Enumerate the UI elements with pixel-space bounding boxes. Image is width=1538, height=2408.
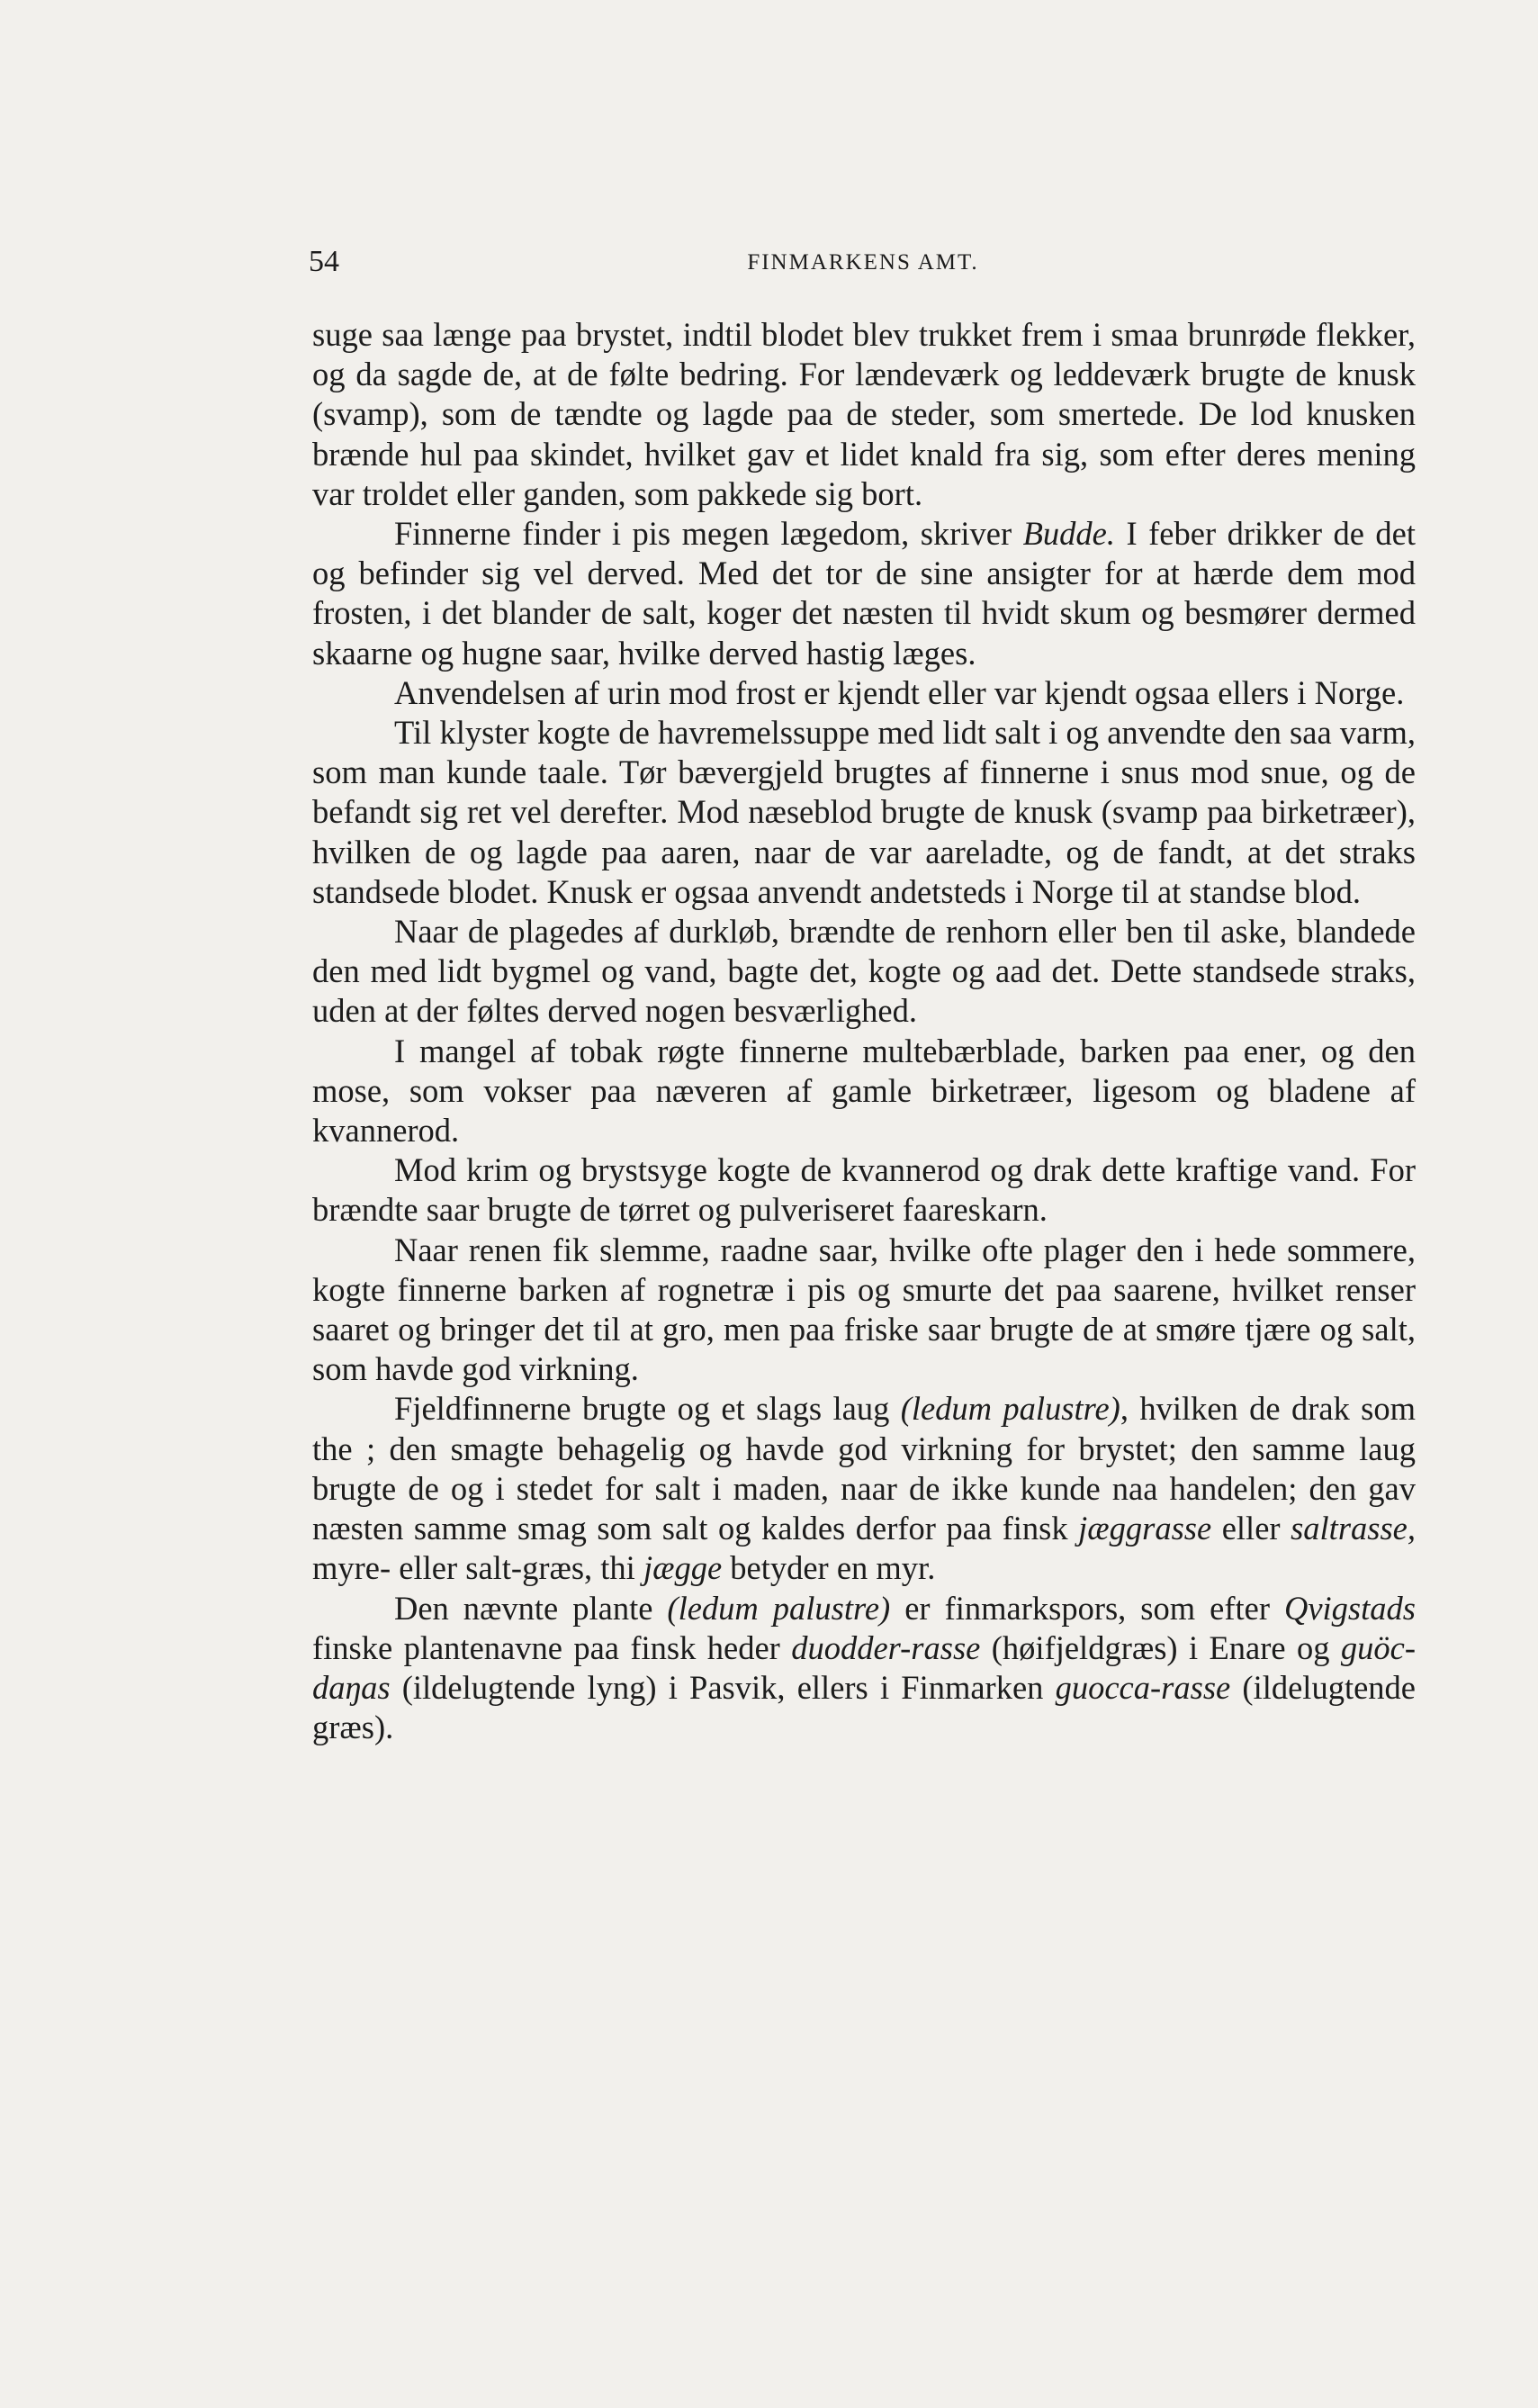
paragraph: Naar de plagedes af durkløb, brændte de renhorn eller ben til aske, blandede den med lidt bygmel og vand, bagte det, kogte og aad det. Dette standsede straks, uden at der føltes derved nogen besværlighed.	[312, 913, 1416, 1030]
text-span: (ildelugtende lyng) i Pasvik, ellers i Finmarken	[390, 1668, 1056, 1706]
text-span: Fjeldfinnerne brugte og et slags laug	[394, 1390, 901, 1428]
text-span: , hvilken de drak som the ; den smagte behagelig og havde god virkning for brystet; den samme laug brugte de og i stedet for salt i maden, naar de ikke kunde naa handelen; den gav næsten samme smag som salt og kaldes derfor paa finsk	[312, 1390, 1417, 1547]
running-title: FINMARKENS AMT.	[747, 250, 979, 275]
paragraph: Mod krim og brystsyge kogte de kvannerod og drak dette kraftige vand. For brændte saar brugte de tørret og pulveriseret faareskarn.	[312, 1151, 1416, 1229]
text-span: (høifjeldgræs) i Enare og	[980, 1628, 1341, 1666]
italic-text: jæggrasse	[1078, 1510, 1212, 1547]
text-span: Den nævnte plante	[394, 1589, 668, 1627]
body-text	[312, 315, 1416, 1747]
italic-text: Qvigstads	[1283, 1589, 1416, 1627]
italic-text: guocca-rasse	[1055, 1668, 1231, 1706]
italic-text: (ledum palustre)	[900, 1390, 1120, 1428]
paragraph: Anvendelsen af urin mod frost er kjendt eller var kjendt ogsaa ellers i Norge.	[394, 673, 1405, 711]
paragraph	[312, 514, 1416, 673]
paragraph: I mangel af tobak røgte finnerne multebærblade, barken paa ener, og den mose, som vokser paa næveren af gamle birketræer, ligesom og bladene af kvannerod.	[312, 1032, 1416, 1150]
paragraph: Naar renen fik slemme, raadne saar, hvilke ofte plager den i hede sommere, kogte finnerne barken af rognetræ i pis og smurte det paa saarene, hvilket renser saaret og bringer det til at gro, men paa friske saar brugte de at smøre tjære og salt, som havde god virkning.	[312, 1231, 1416, 1388]
italic-text: duodder-rasse	[791, 1628, 981, 1666]
text-span: (ildelugtende græs).	[312, 1668, 1416, 1746]
paragraph: suge saa længe paa brystet, indtil blodet blev trukket frem i smaa brunrøde flekker, og da sagde de, at de følte bedring. For lændeværk og leddeværk brugte de knusk (svamp), som de tændte og lagde paa de steder, som smertede. De lod knusken brænde hul paa skindet, hvilket gav et lidet knald fra sig, som efter deres mening var troldet eller ganden, som pakkede sig bort.	[312, 316, 1416, 512]
text-span: eller	[1211, 1510, 1291, 1547]
paragraph	[312, 1589, 1416, 1748]
text-span: I feber drikker de det og befinder sig vel derved. Med det tor de sine ansigter for at hærde dem mod frosten, i det blander de salt, koger det næsten til hvidt skum og besmører dermed skaarne og hugne saar, hvilke derved hastig læges.	[312, 515, 1417, 672]
text-span: Finnerne finder i pis megen lægedom, skriver	[394, 515, 1023, 553]
text-span: myre- eller salt-græs, thi	[312, 1549, 643, 1587]
paragraph	[312, 1389, 1416, 1588]
italic-text: (ledum palustre)	[667, 1589, 891, 1627]
page-header	[309, 245, 1417, 281]
italic-text: saltrasse,	[1291, 1510, 1417, 1547]
text-span: er finmarkspors, som efter	[890, 1589, 1284, 1627]
italic-text: guöc-daŋas	[312, 1628, 1416, 1706]
paragraph: Til klyster kogte de havremelssuppe med lidt salt i og anvendte den saa varm, som man kunde taale. Tør bævergjeld brugtes af finnerne i snus mod snue, og de befandt sig ret vel derefter. Mod næseblod brugte de knusk (svamp paa birketræer), hvilken de og lagde paa aaren, naar de var aareladte, og de fandt, at det straks standsede blodet. Knusk er ogsaa anvendt andetsteds i Norge til at standse blod.	[312, 714, 1416, 910]
italic-text: jægge	[643, 1549, 723, 1587]
italic-text: Budde.	[1022, 515, 1116, 553]
text-span: betyder en myr.	[722, 1549, 936, 1587]
text-span: finske plantenavne paa finsk heder	[312, 1628, 792, 1666]
page-number: 54	[309, 245, 339, 278]
